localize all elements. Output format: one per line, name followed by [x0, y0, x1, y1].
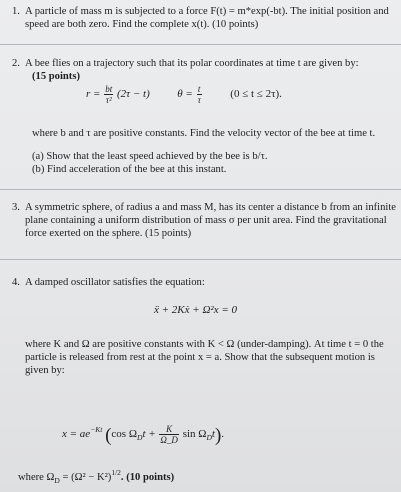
q4-number: 4.: [12, 277, 20, 288]
q4-sol-cos: cos Ω: [111, 428, 138, 441]
q2-line1: A bee flies on a trajectory such that its polar coordinates at time t are given by:: [25, 58, 359, 69]
q2-number: 2.: [12, 58, 20, 69]
q3-number: 3.: [12, 202, 20, 213]
q4-sol-fraction: [159, 424, 179, 445]
q2-eq-theta-num: t: [197, 84, 201, 94]
q2-part-b: (b) Find acceleration of the bee at this instant.: [32, 164, 227, 175]
q4-equation: ẍ + 2Kẋ + Ω²x = 0: [154, 304, 238, 316]
q4-line2: where K and Ω are positive constants with K < Ω (under-damping). At time t = 0 the: [25, 339, 384, 350]
q2-points: (15 points): [32, 71, 80, 82]
separator: [0, 189, 401, 190]
q4-where-omega: where Ω: [18, 472, 55, 483]
q4-where-line: [18, 467, 174, 488]
q4-sol-end: .: [221, 428, 225, 441]
q4-sol-paren-close: ): [214, 425, 222, 447]
q2-eq-frac-num: bt: [105, 84, 113, 94]
q4-sol-sin-sub: D: [206, 433, 212, 443]
separator: [0, 44, 401, 45]
q4-sol-frac-num: K: [159, 424, 179, 435]
q3-line1: A symmetric sphere, of radius a and mass M, has its center a distance b from an infinite: [25, 202, 396, 213]
q4-sol-frac-den: Ω_D: [160, 435, 178, 445]
q4-solution-equation: [62, 424, 224, 447]
q2-where: where b and τ are positive constants. Find the velocity vector of the bee at time t.: [32, 128, 376, 139]
q2-eq-fraction: [104, 84, 113, 105]
q4-where-eq: = (Ω² − K²): [59, 472, 112, 483]
separator: [0, 259, 401, 260]
q2-eq-theta: θ =: [177, 88, 193, 101]
q3-line3: force exerted on the sphere. (15 points): [25, 228, 192, 239]
q4-sol-cos-t: t +: [142, 428, 156, 441]
q2-part-a: (a) Show that the least speed achieved by the bee is b/τ.: [32, 151, 268, 162]
q4-line4: given by:: [25, 365, 65, 376]
q2-eq-range: (0 ≤ t ≤ 2τ).: [230, 88, 282, 101]
q2-eq-theta-den: τ: [197, 95, 201, 105]
q1-number: 1.: [12, 6, 20, 17]
q2-eq-frac-den: τ²: [105, 95, 112, 105]
q4-sol-sin: sin Ω: [182, 428, 207, 441]
q1-line2: speed are both zero. Find the complete x(t). (10 points): [25, 19, 259, 30]
q2-polar-equation: [86, 84, 282, 105]
q4-sol-exp: −Kt: [90, 425, 103, 435]
q3-line2: plane containing a uniform distribution of mass σ per unit area. Find the gravitational: [25, 215, 387, 226]
q2-eq-r-tail: (2τ − t): [116, 88, 150, 101]
q2-eq-r: r =: [86, 88, 101, 101]
q1-line1: A particle of mass m is subjected to a force F(t) = m*exp(-bt). The initial position and: [25, 6, 389, 17]
q2-eq-theta-fraction: [197, 84, 202, 105]
q4-sol-cos-sub: D: [137, 433, 143, 443]
q4-where-omega-sub: D: [54, 476, 60, 485]
q4-sol-sin-t: t: [211, 428, 215, 441]
q4-line1: A damped oscillator satisfies the equation:: [25, 277, 205, 288]
q4-where-points: . (10 points): [120, 472, 175, 483]
q4-where-exp: 1/2: [111, 468, 121, 477]
q4-line3: particle is released from rest at the point x = a. Show that the subsequent motion is: [25, 352, 375, 363]
q4-sol-paren-open: (: [105, 425, 112, 447]
q4-sol-lhs: x = ae: [62, 428, 91, 441]
